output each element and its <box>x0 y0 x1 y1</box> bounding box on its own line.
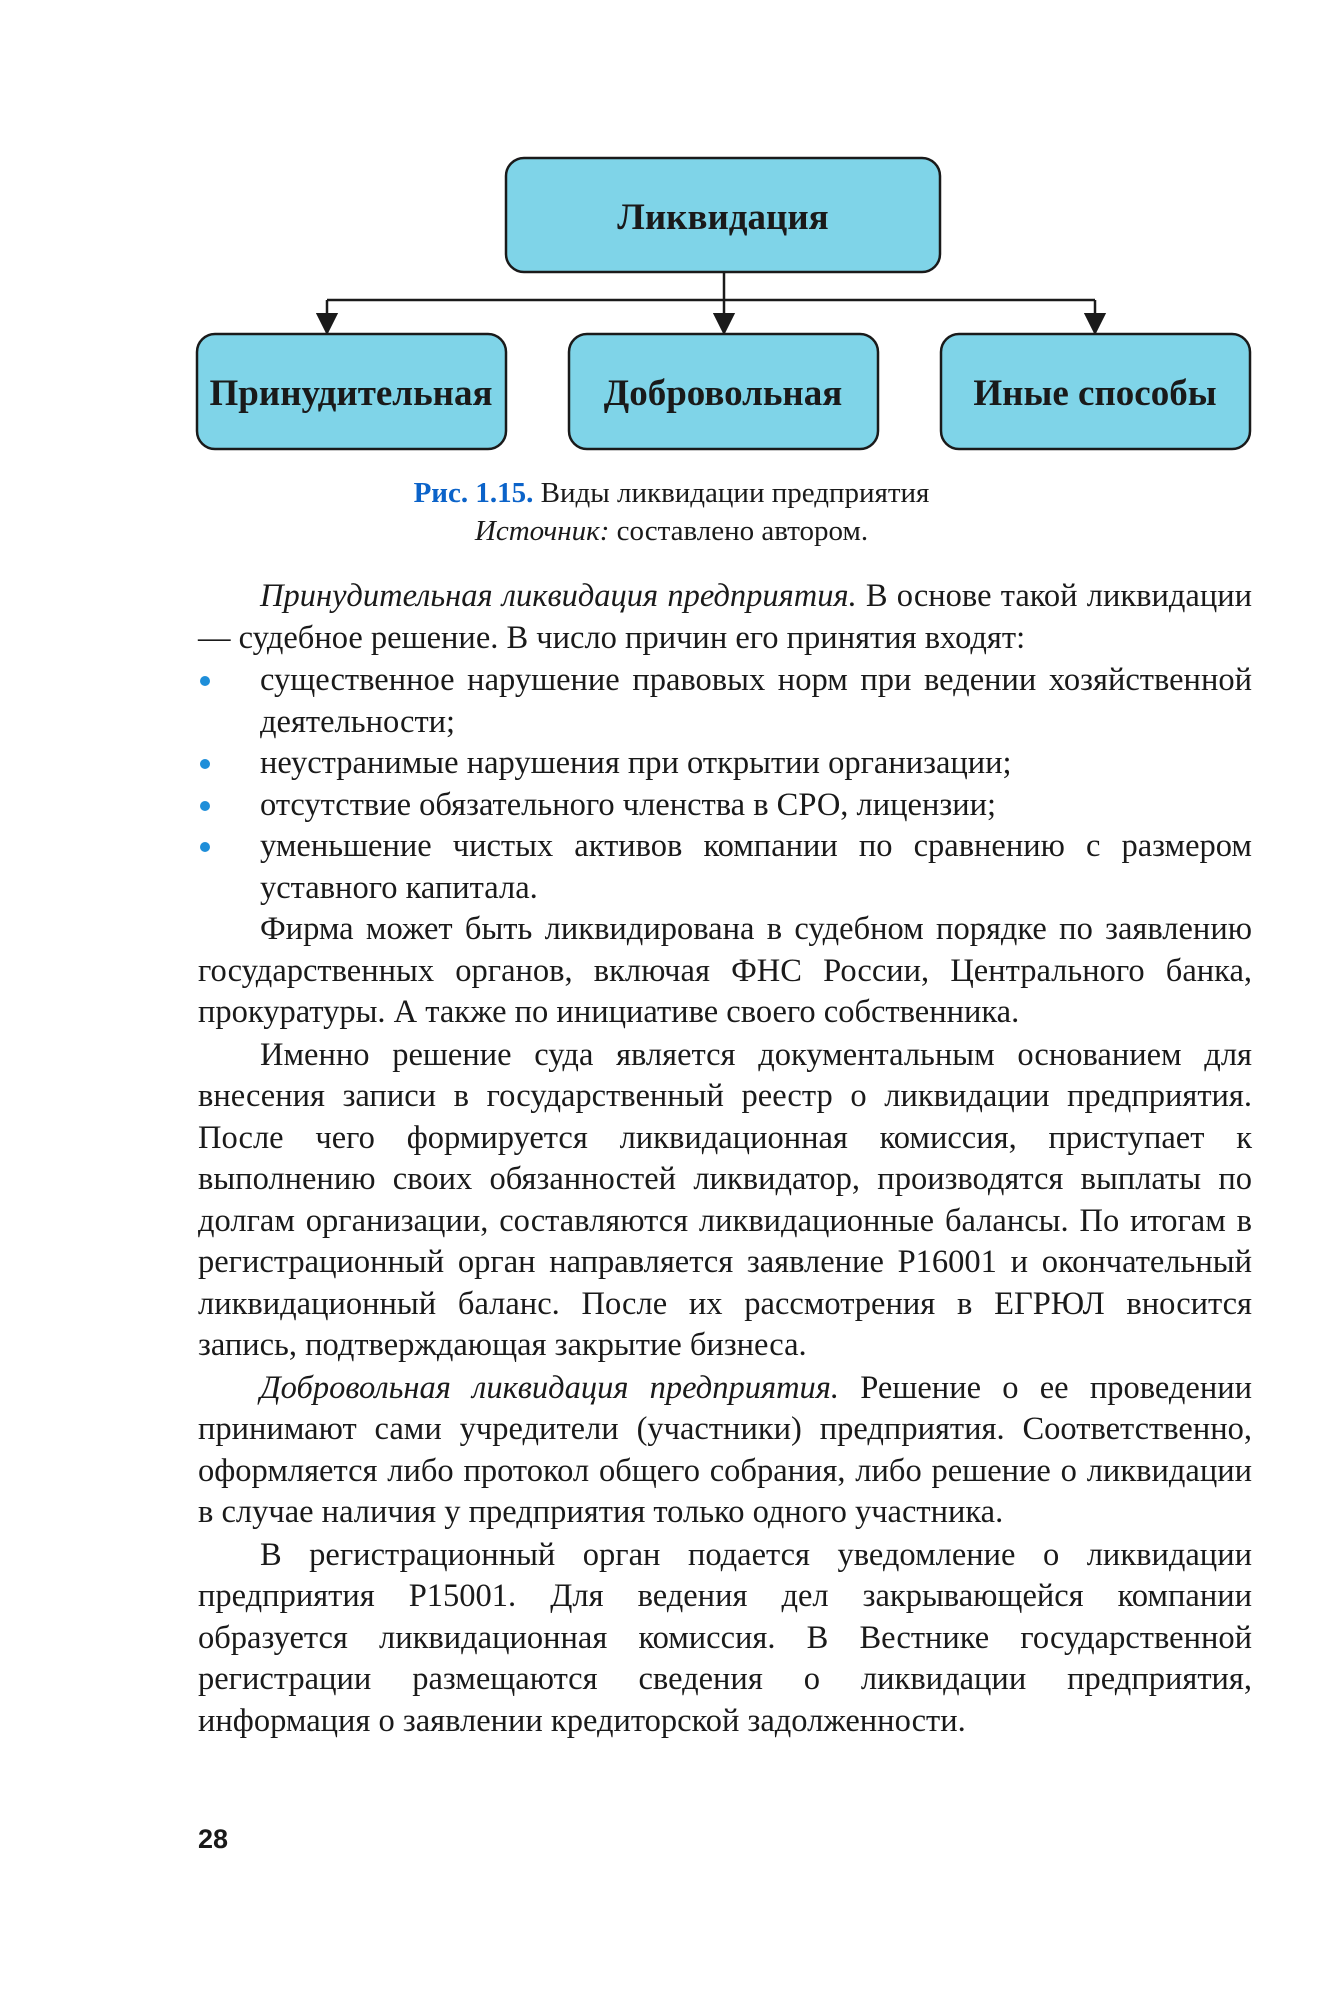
figure-title: Виды ликвидации предприятия <box>540 477 930 509</box>
figure-label: Рис. 1.15. <box>413 477 534 509</box>
paragraph-text: Решение о ее проведении принимают сами учредители (участники) предприятия. Соответственно, оформляется либо протокол общего собрания, либо решение о ликвидации в случае наличия у предприятия только одного участника. <box>198 1369 1253 1530</box>
diagram-connectors <box>327 272 1095 333</box>
diagram-node-forced <box>197 334 506 449</box>
figure-source-label: Источник: <box>474 515 610 547</box>
list-item <box>198 743 1252 785</box>
term-voluntary-liquidation: Добровольная ликвидация предприятия. <box>260 1369 840 1406</box>
diagram-node-other <box>941 334 1250 449</box>
diagram-node-label: Принудительная <box>209 373 493 414</box>
list-item-text: существенное нарушение правовых норм при ведении хозяйственной деятельности; <box>260 662 1252 740</box>
paragraph-text: В основе такой ликвидации — судебное решение. В число причин его принятия входят: <box>198 578 1253 656</box>
list-item <box>198 826 1252 909</box>
paragraph: В регистрационный орган подается уведомление о ликвидации предприятия Р15001. Для ведения дел закрывающейся компании образуется ликвидационная комиссия. В Вестнике государственной регистрации размещаются сведения о ликвидации предприятия, информация о заявлении кредиторской задолженности. <box>198 1536 1252 1739</box>
diagram-node-label: Добровольная <box>603 373 843 414</box>
figure-source <box>0 512 1343 550</box>
term-forced-liquidation: Принудительная ликвидация предприятия. <box>260 578 857 614</box>
list-item <box>198 785 1252 827</box>
body-text <box>198 576 1252 1743</box>
figure-source-text: составлено автором. <box>616 515 869 547</box>
paragraph: Именно решение суда является документальным основанием для внесения записи в государственный реестр о ликвидации предприятия. После чего формируется ликвидационная комиссия, приступает к выполнению своих обязанностей ликвидатор, производятся выплаты по долгам организации, составляются ликвидационные балансы. По итогам в регистрационный орган направляется заявление Р16001 и окончательный ликвидационный баланс. После их рассмотрения в ЕГРЮЛ вносится запись, подтверждающая закрытие бизнеса. <box>198 1036 1252 1363</box>
diagram-root-node <box>506 158 940 272</box>
bullet-icon <box>200 801 210 811</box>
list-item <box>198 660 1252 743</box>
bullet-icon <box>200 759 210 769</box>
reasons-list <box>198 660 1252 909</box>
figure-caption <box>0 474 1343 512</box>
diagram-node-voluntary <box>569 334 878 449</box>
liquidation-diagram <box>0 0 1343 470</box>
diagram-root-label: Ликвидация <box>617 197 829 238</box>
list-item-text: неустранимые нарушения при открытии организации; <box>260 745 1012 781</box>
bullet-icon <box>200 842 210 852</box>
list-item-text: отсутствие обязательного членства в СРО, лицензии; <box>260 786 997 823</box>
list-item-text: уменьшение чистых активов компании по сравнению с размером уставного капитала. <box>260 828 1252 906</box>
diagram-node-label: Иные способы <box>973 373 1217 414</box>
bullet-icon <box>200 676 210 686</box>
paragraph: Фирма может быть ликвидирована в судебном порядке по заявлению государственных органов, включая ФНС России, Центрального банка, прокуратуры. А также по инициативе своего собственника. <box>198 911 1252 1030</box>
paragraph-voluntary-liquidation <box>198 1368 1252 1534</box>
page-number: 28 <box>198 1824 229 1854</box>
paragraph-forced-liquidation <box>198 576 1252 659</box>
